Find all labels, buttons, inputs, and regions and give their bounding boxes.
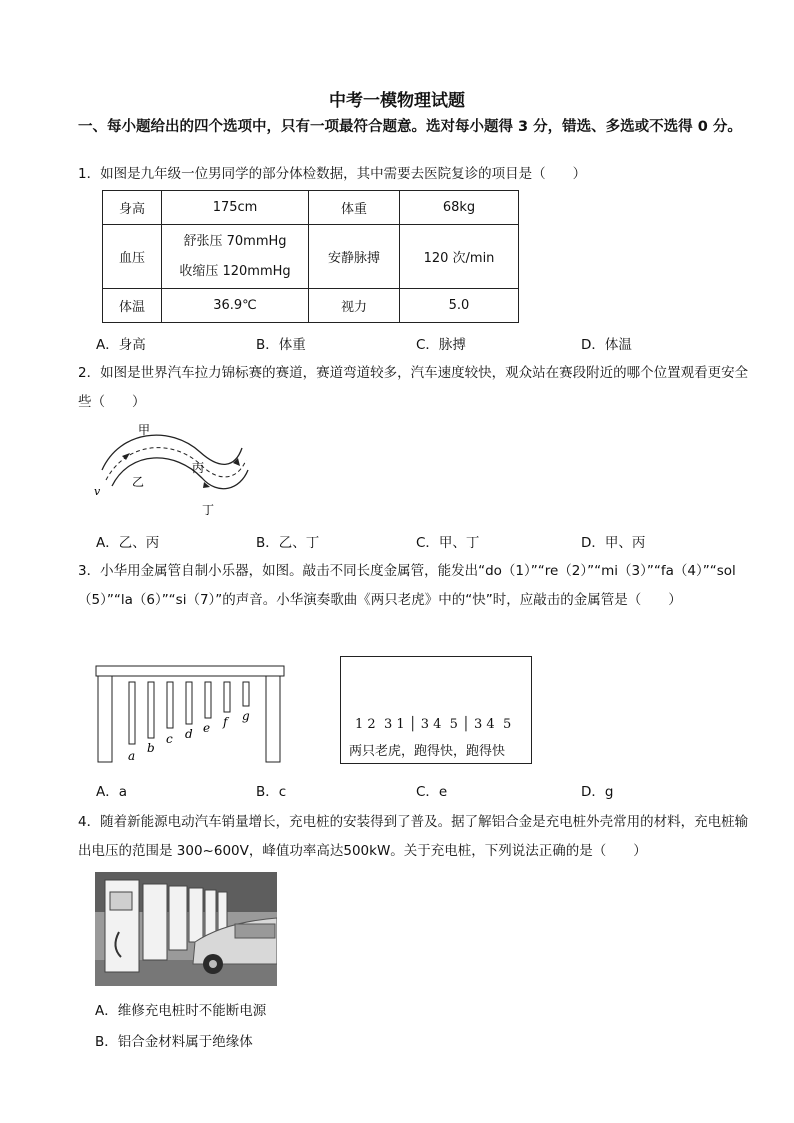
option-d[interactable]: D．g <box>581 784 614 800</box>
cell <box>162 225 309 289</box>
tube-label-c: c <box>166 732 173 746</box>
score-lyrics: 两只老虎，跑得快，跑得快 <box>349 744 506 759</box>
label-yi: 乙 <box>132 475 145 489</box>
question-2-stem: 2．如图是世界汽车拉力锦标赛的赛道，赛道弯道较多，汽车速度较快，观众站在赛段附近的哪个位置观看更安全些（ ） <box>78 365 749 410</box>
health-data-table <box>102 190 519 323</box>
cell: 安静脉搏 <box>309 225 400 289</box>
label-bing: 丙 <box>192 461 205 475</box>
question-4-choice-a[interactable]: A．维修充电桩时不能断电源 <box>95 1003 267 1019</box>
cell-line: 舒张压 70mmHg <box>183 233 287 249</box>
option-d[interactable]: D．体温 <box>581 337 632 353</box>
cell: 36.9℃ <box>162 289 309 323</box>
tube-label-b: b <box>147 741 155 755</box>
label-velocity: v <box>94 485 101 498</box>
option-b[interactable]: B．乙、丁 <box>256 535 320 551</box>
question-3-stem: 3．小华用金属管自制小乐器，如图。敲击不同长度金属管，能发出“do（1）”“re（2）”“mi（3）”“fa（4）”“sol（5）”“la（6）”“si（7）”的声音。小华演奏歌曲《两只老虎》中的“快”时，应敲击的金属管是（ ） <box>78 563 736 608</box>
cell: 血压 <box>103 225 162 289</box>
music-score-box <box>340 656 532 764</box>
question-2-options <box>96 531 756 551</box>
cell: 体温 <box>103 289 162 323</box>
cell: 175cm <box>162 191 309 225</box>
score-numbers: 1 2 3 1 │ 3 4 5 │ 3 4 5 <box>355 717 512 732</box>
option-a[interactable]: A．身高 <box>96 337 146 353</box>
option-c[interactable]: C．脉搏 <box>416 337 466 353</box>
tube-label-f: f <box>223 715 228 729</box>
cell: 身高 <box>103 191 162 225</box>
question-1-stem: 1．如图是九年级一位男同学的部分体检数据，其中需要去医院复诊的项目是（ ） <box>78 166 587 182</box>
question-1-options <box>96 333 756 353</box>
option-b[interactable]: B．体重 <box>256 337 306 353</box>
charging-station-photo <box>95 872 277 986</box>
option-a[interactable]: A．乙、丙 <box>96 535 160 551</box>
cell: 5.0 <box>400 289 519 323</box>
option-d[interactable]: D．甲、丙 <box>581 535 646 551</box>
question-4-choice-b[interactable]: B．铝合金材料属于绝缘体 <box>95 1034 253 1050</box>
tube-label-a: a <box>128 749 136 763</box>
option-a[interactable]: A．a <box>96 784 128 800</box>
option-b[interactable]: B．c <box>256 784 287 800</box>
cell: 体重 <box>309 191 400 225</box>
question-4-stem: 4．随着新能源电动汽车销量增长，充电桩的安装得到了普及。据了解铝合金是充电桩外壳常用的材料，充电桩输出电压的范围是 300~600V，峰值功率高达500kW。关于充电桩，下列说法正确的是（ ） <box>78 814 749 859</box>
option-c[interactable]: C．e <box>416 784 448 800</box>
cell: 120 次/min <box>400 225 519 289</box>
question-3-options <box>96 780 756 800</box>
option-c[interactable]: C．甲、丁 <box>416 535 480 551</box>
cell-line: 收缩压 120mmHg <box>179 263 291 279</box>
tube-label-g: g <box>242 709 250 723</box>
tube-label-e: e <box>203 721 211 735</box>
cell: 视力 <box>309 289 400 323</box>
page-title: 中考一模物理试题 <box>329 91 465 111</box>
race-track-figure <box>90 420 260 520</box>
section-heading: 一、每小题给出的四个选项中，只有一项最符合题意。选对每小题得 3 分，错选、多选或不选得 0 分。 <box>78 119 742 135</box>
metal-tube-instrument-figure <box>94 664 288 766</box>
label-ding: 丁 <box>202 503 215 517</box>
label-jia: 甲 <box>138 423 151 437</box>
tube-label-d: d <box>185 727 193 741</box>
cell: 68kg <box>400 191 519 225</box>
